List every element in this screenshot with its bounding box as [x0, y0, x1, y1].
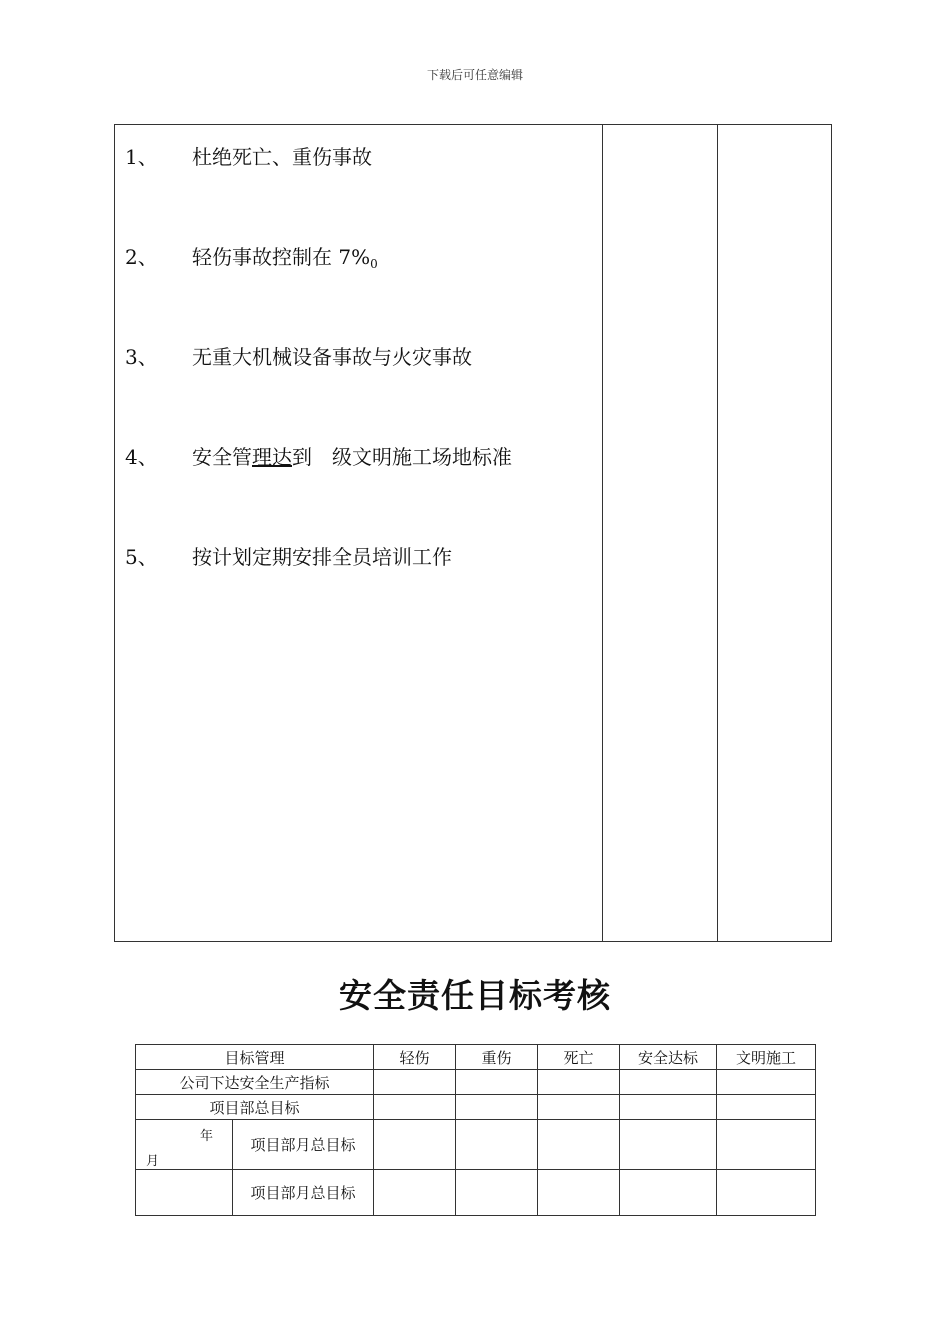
header-note: 下载后可任意编辑 — [426, 68, 523, 82]
goal-suffix: 0 — [370, 257, 378, 271]
table-cell[interactable] — [456, 1095, 538, 1120]
table-cell[interactable] — [620, 1120, 717, 1170]
row-label: 项目部月总目标 — [233, 1170, 374, 1216]
empty-cell — [136, 1170, 233, 1216]
table-cell[interactable] — [717, 1070, 816, 1095]
header-cell: 重伤 — [456, 1045, 538, 1070]
table-row — [136, 1070, 816, 1095]
goal-text-part: 安全管 — [192, 445, 252, 469]
table-cell[interactable] — [717, 1170, 816, 1216]
assessment-table — [135, 1044, 816, 1216]
row-label: 公司下达安全生产指标 — [136, 1070, 374, 1095]
table-cell[interactable] — [538, 1070, 620, 1095]
table-header-row — [136, 1045, 816, 1070]
goal-item-2 — [125, 245, 378, 276]
year-label: 年 — [200, 1129, 214, 1144]
table-cell[interactable] — [620, 1170, 717, 1216]
goal-number: 4、 — [125, 445, 158, 469]
header-cell: 轻伤 — [374, 1045, 456, 1070]
goal-item-1 — [125, 145, 372, 169]
month-label: 月 — [146, 1154, 160, 1169]
goal-number: 2、 — [125, 245, 158, 269]
goal-item-3 — [125, 345, 472, 369]
page-title: 安全责任目标考核 — [339, 976, 611, 1015]
table-row — [136, 1095, 816, 1120]
table-cell[interactable] — [538, 1095, 620, 1120]
table-cell[interactable] — [538, 1170, 620, 1216]
goals-empty-column-2 — [718, 125, 832, 941]
goals-empty-column-1 — [603, 125, 718, 941]
goal-item-4 — [125, 445, 512, 469]
table-cell[interactable] — [456, 1070, 538, 1095]
goal-text: 杜绝死亡、重伤事故 — [192, 145, 372, 169]
table-cell[interactable] — [374, 1120, 456, 1170]
goal-number: 3、 — [125, 345, 158, 369]
table-cell[interactable] — [717, 1095, 816, 1120]
year-month-cell — [136, 1120, 233, 1170]
row-label: 项目部总目标 — [136, 1095, 374, 1120]
header-cell: 文明施工 — [717, 1045, 816, 1070]
table-cell[interactable] — [456, 1120, 538, 1170]
goal-text: 按计划定期安排全员培训工作 — [192, 545, 452, 569]
table-cell[interactable] — [374, 1070, 456, 1095]
goals-content-column — [115, 125, 603, 941]
table-cell[interactable] — [717, 1120, 816, 1170]
row-label: 项目部月总目标 — [233, 1120, 374, 1170]
header-cell: 安全达标 — [620, 1045, 717, 1070]
goal-text: 无重大机械设备事故与火灾事故 — [192, 345, 472, 369]
goal-item-5 — [125, 545, 452, 569]
header-cell: 死亡 — [538, 1045, 620, 1070]
table-cell[interactable] — [538, 1120, 620, 1170]
table-row — [136, 1170, 816, 1216]
goal-text-underlined: 理达 — [252, 445, 292, 469]
goals-table — [114, 124, 832, 942]
goal-number: 1、 — [125, 145, 158, 169]
table-cell[interactable] — [620, 1095, 717, 1120]
header-cell: 目标管理 — [136, 1045, 374, 1070]
goal-text — [192, 445, 512, 469]
table-row — [136, 1120, 816, 1170]
table-cell[interactable] — [374, 1095, 456, 1120]
goal-text: 轻伤事故控制在 7% — [192, 245, 371, 269]
table-cell[interactable] — [620, 1070, 717, 1095]
goal-number: 5、 — [125, 545, 158, 569]
table-cell[interactable] — [456, 1170, 538, 1216]
table-cell[interactable] — [374, 1170, 456, 1216]
goal-text-part: 到 级文明施工场地标准 — [292, 445, 512, 469]
